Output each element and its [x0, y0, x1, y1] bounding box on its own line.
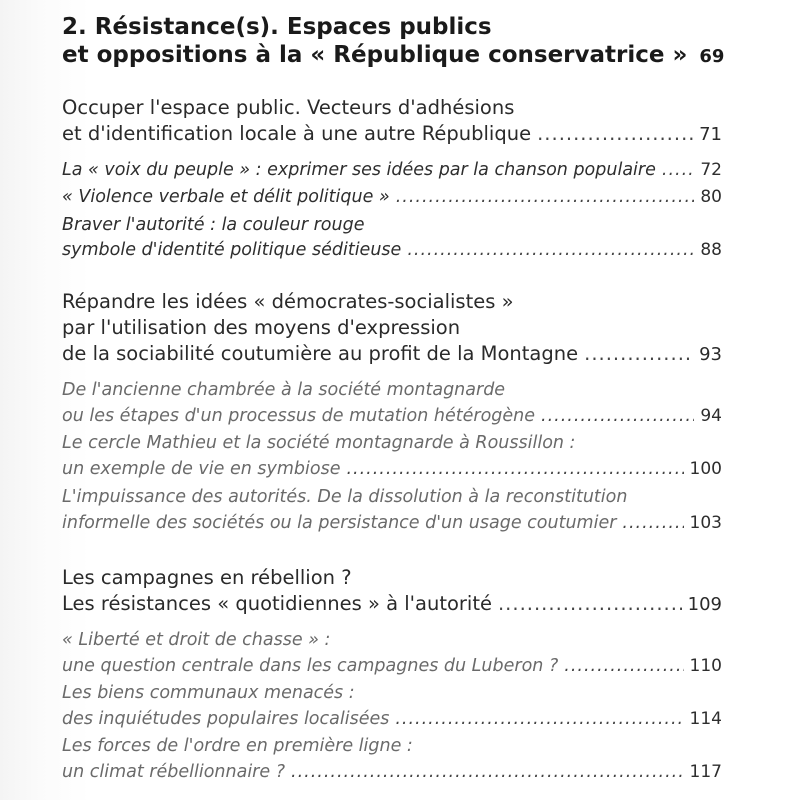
leader-dots — [407, 240, 694, 260]
section-heading-text: Les campagnes en rébellion ? — [62, 566, 352, 589]
toc-entry — [62, 215, 722, 235]
page-number: 94 — [700, 406, 722, 426]
page-number: 100 — [689, 459, 722, 479]
toc-entry-text: La « voix du peuple » : exprimer ses idées par la chanson populaire — [62, 160, 656, 180]
toc-entry — [62, 709, 722, 729]
page-number: 71 — [699, 124, 722, 145]
toc-entry-text: une question centrale dans les campagnes du Luberon ? — [62, 656, 559, 676]
page-number: 109 — [687, 594, 722, 615]
toc-entry — [62, 656, 722, 676]
section-heading-text: de la sociabilité coutumière au profit de la Montagne — [62, 342, 579, 365]
page-number: 117 — [689, 762, 722, 782]
leader-dots — [662, 160, 694, 180]
toc-entry-text: « Liberté et droit de chasse » : — [62, 630, 331, 650]
toc-entry-text: Braver l'autorité : la couleur rouge — [62, 215, 365, 235]
section-heading — [62, 566, 722, 589]
section-heading — [62, 316, 722, 339]
section-heading-text: par l'utilisation des moyens d'expression — [62, 316, 461, 339]
leader-dots — [584, 342, 693, 365]
section-heading-text: et d'identification locale à une autre République — [62, 122, 532, 145]
chapter-subtitle-text: et oppositions à la « République conservatrice » — [62, 42, 688, 68]
leader-dots — [396, 187, 695, 207]
page-number: 88 — [700, 240, 722, 260]
toc-entry — [62, 683, 722, 703]
leader-dots — [498, 592, 682, 615]
toc-entry — [62, 513, 722, 533]
chapter-title-text: 2. Résistance(s). Espaces publics — [62, 14, 492, 40]
section-heading-text: Répandre les idées « démocrates-socialistes » — [62, 290, 514, 313]
toc-entry-text: symbole d'identité politique séditieuse — [62, 240, 402, 260]
toc-entry-text: des inquiétudes populaires localisées — [62, 709, 390, 729]
section-heading — [62, 592, 722, 615]
toc-entry — [62, 487, 722, 507]
toc-entry-text: Le cercle Mathieu et la société montagnarde à Roussillon : — [62, 433, 576, 453]
toc-entry-text: De l'ancienne chambrée à la société montagnarde — [62, 380, 506, 400]
toc-entry-text: informelle des sociétés ou la persistance d'un usage coutumier — [62, 513, 617, 533]
toc-entry-text: un climat rébellionnaire ? — [62, 762, 285, 782]
toc-entry — [62, 240, 722, 260]
leader-dots — [395, 709, 683, 729]
toc-entry — [62, 762, 722, 782]
section-heading — [62, 96, 722, 119]
page-number: 93 — [699, 344, 722, 365]
toc-entry-text: L'impuissance des autorités. De la dissolution à la reconstitution — [62, 487, 628, 507]
toc-entry — [62, 433, 722, 453]
toc-entry — [62, 187, 722, 207]
section-heading — [62, 290, 722, 313]
chapter-title-line-1 — [62, 14, 722, 40]
toc-entry-text: ou les étapes d'un processus de mutation hétérogène — [62, 406, 536, 426]
toc-entry-text: un exemple de vie en symbiose — [62, 459, 341, 479]
toc-entry — [62, 406, 722, 426]
toc-entry — [62, 459, 722, 479]
section-heading — [62, 122, 722, 145]
leader-dots — [541, 406, 694, 426]
leader-dots — [564, 656, 683, 676]
page-number: 110 — [689, 656, 722, 676]
page-number: 72 — [700, 160, 722, 180]
page-number: 114 — [689, 709, 722, 729]
leader-dots — [537, 122, 693, 145]
section-heading-text: Occuper l'espace public. Vecteurs d'adhésions — [62, 96, 515, 119]
page-number: 103 — [689, 513, 722, 533]
toc-entry — [62, 736, 722, 756]
toc-entry-text: « Violence verbale et délit politique » — [62, 187, 390, 207]
toc-entry — [62, 160, 722, 180]
leader-dots — [346, 459, 683, 479]
toc-entry-text: Les forces de l'ordre en première ligne : — [62, 736, 413, 756]
chapter-title-line-2 — [62, 42, 725, 68]
section-heading — [62, 342, 722, 365]
toc-entry — [62, 380, 722, 400]
leader-dots — [291, 762, 684, 782]
toc-entry-text: Les biens communaux menacés : — [62, 683, 355, 703]
section-heading-text: Les résistances « quotidiennes » à l'autorité — [62, 592, 492, 615]
toc-entry — [62, 630, 722, 650]
leader-dots — [622, 513, 683, 533]
page-number: 69 — [699, 46, 725, 67]
page-number: 80 — [700, 187, 722, 207]
